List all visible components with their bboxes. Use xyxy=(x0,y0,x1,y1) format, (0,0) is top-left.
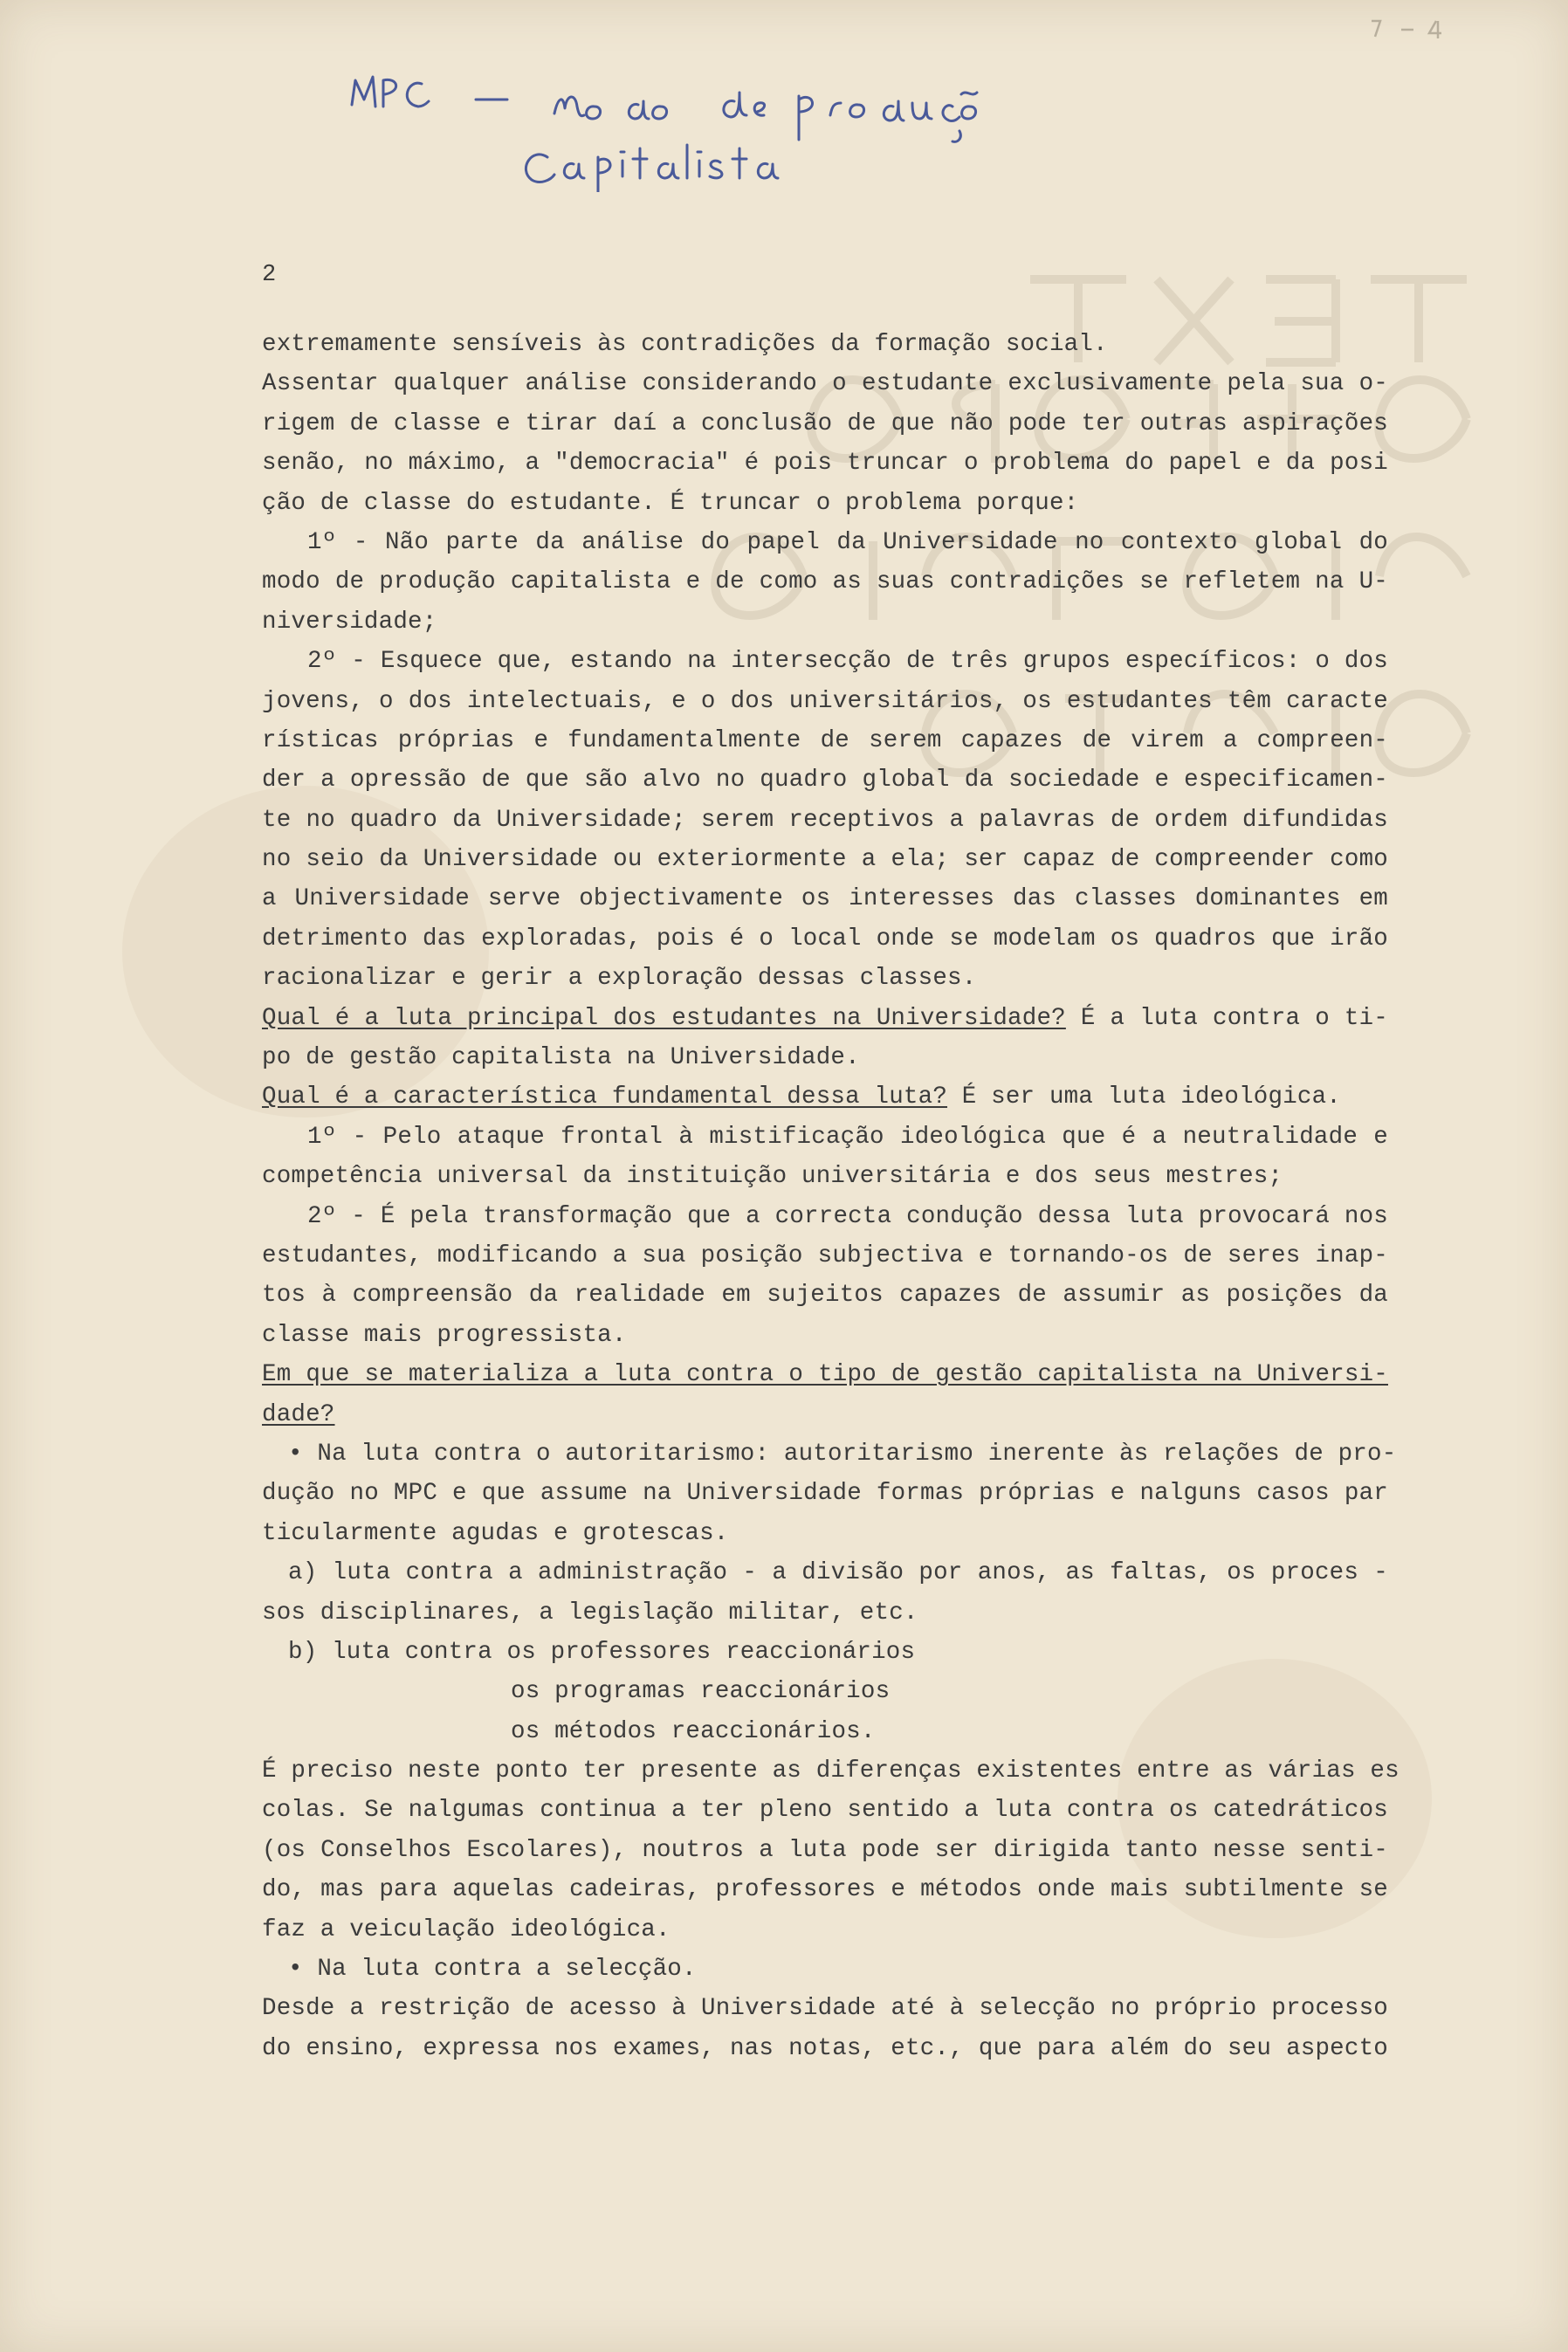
text-line: modo de produção capitalista e de como as suas contradições se refletem na U- xyxy=(262,568,1388,596)
answer-text: É ser uma luta ideológica. xyxy=(947,1083,1342,1111)
text-line: po de gestão capitalista na Universidade. xyxy=(262,1044,860,1072)
text-line: racionalizar e gerir a exploração dessas classes. xyxy=(262,965,977,993)
bullet-line: • Na luta contra o autoritarismo: autoritarismo inerente às relações de pro- xyxy=(288,1440,1397,1468)
answer-text: É a luta contra o ti- xyxy=(1065,1004,1388,1032)
handwritten-annotation xyxy=(345,61,1131,192)
text-line: Assentar qualquer análise considerando o estudante exclusivamente pela sua o- xyxy=(262,370,1388,398)
question-line xyxy=(262,999,1388,1038)
text-line: der a opressão de que são alvo no quadro global da sociedade e especificamen- xyxy=(262,767,1388,794)
text-line: a Universidade serve objectivamente os interesses das classes dominantes em xyxy=(262,885,1388,913)
section-question-line: dade? xyxy=(262,1400,335,1428)
text-line: rísticas próprias e fundamentalmente de serem capazes de virem a compreen- xyxy=(262,726,1388,754)
text-line: niversidade; xyxy=(262,608,437,636)
text-line: É preciso neste ponto ter presente as diferenças existentes entre as várias es xyxy=(262,1757,1400,1785)
section-question-line: Em que se materializa a luta contra o tipo de gestão capitalista na Universi- xyxy=(262,1361,1388,1389)
text-line: 2º - Esquece que, estando na intersecção de três grupos específicos: o dos xyxy=(307,648,1388,676)
text-line: extremamente sensíveis às contradições da formação social. xyxy=(262,331,1108,358)
question-text: Qual é a característica fundamental dessa luta? xyxy=(262,1083,948,1111)
text-line: os métodos reaccionários. xyxy=(511,1717,876,1745)
text-line: ticularmente agudas e grotescas. xyxy=(262,1519,729,1547)
text-line: Desde a restrição de acesso à Universidade até à selecção no próprio processo xyxy=(262,1995,1388,2023)
text-line: a) luta contra a administração - a divisão por anos, as faltas, os proces - xyxy=(288,1559,1388,1587)
text-line: detrimento das exploradas, pois é o local onde se modelam os quadros que irão xyxy=(262,925,1388,952)
text-line: b) luta contra os professores reaccionários xyxy=(288,1638,916,1666)
text-line: (os Conselhos Escolares), noutros a luta pode ser dirigida tanto nesse senti- xyxy=(262,1836,1388,1864)
text-line: sos disciplinares, a legislação militar, etc. xyxy=(262,1599,918,1626)
corner-pencil-mark xyxy=(1366,16,1471,49)
text-line: 2º - É pela transformação que a correcta condução dessa luta provocará nos xyxy=(307,1202,1388,1230)
text-line: tos à compreensão da realidade em sujeitos capazes de assumir as posições da xyxy=(262,1282,1388,1310)
text-line: competência universal da instituição universitária e dos seus mestres; xyxy=(262,1163,1283,1191)
text-line: senão, no máximo, a "democracia" é pois truncar o problema do papel e da posi xyxy=(262,450,1388,478)
bullet-line: • Na luta contra a selecção. xyxy=(288,1956,697,1984)
text-line: os programas reaccionários xyxy=(511,1678,891,1706)
question-text: Qual é a luta principal dos estudantes na Universidade? xyxy=(262,1004,1066,1032)
typed-body xyxy=(262,325,1400,2068)
text-line: do ensino, expressa nos exames, nas notas, etc., que para além do seu aspecto xyxy=(262,2034,1388,2062)
text-line: faz a veiculação ideológica. xyxy=(262,1915,671,1943)
text-line: dução no MPC e que assume na Universidade formas próprias e nalguns casos par xyxy=(262,1480,1388,1508)
text-line: rigem de classe e tirar daí a conclusão de que não pode ter outras aspirações xyxy=(262,409,1388,437)
question-line xyxy=(262,1077,1388,1117)
page-number: 2 xyxy=(262,262,277,288)
text-line: estudantes, modificando a sua posição subjectiva e tornando-os de seres inap- xyxy=(262,1241,1388,1269)
text-line: classe mais progressista. xyxy=(262,1321,627,1349)
text-line: no seio da Universidade ou exteriormente a ela; ser capaz de compreender como xyxy=(262,846,1388,874)
text-line: te no quadro da Universidade; serem receptivos a palavras de ordem difundidas xyxy=(262,806,1388,834)
text-line: do, mas para aquelas cadeiras, professores e métodos onde mais subtilmente se xyxy=(262,1876,1388,1904)
text-line: ção de classe do estudante. É truncar o problema porque: xyxy=(262,489,1079,517)
text-line: jovens, o dos intelectuais, e o dos universitários, os estudantes têm caracte xyxy=(262,687,1388,715)
text-line: colas. Se nalgumas continua a ter pleno sentido a luta contra os catedráticos xyxy=(262,1797,1388,1825)
text-line: 1º - Não parte da análise do papel da Universidade no contexto global do xyxy=(307,528,1388,556)
text-line: 1º - Pelo ataque frontal à mistificação ideológica que é a neutralidade e xyxy=(307,1123,1388,1151)
